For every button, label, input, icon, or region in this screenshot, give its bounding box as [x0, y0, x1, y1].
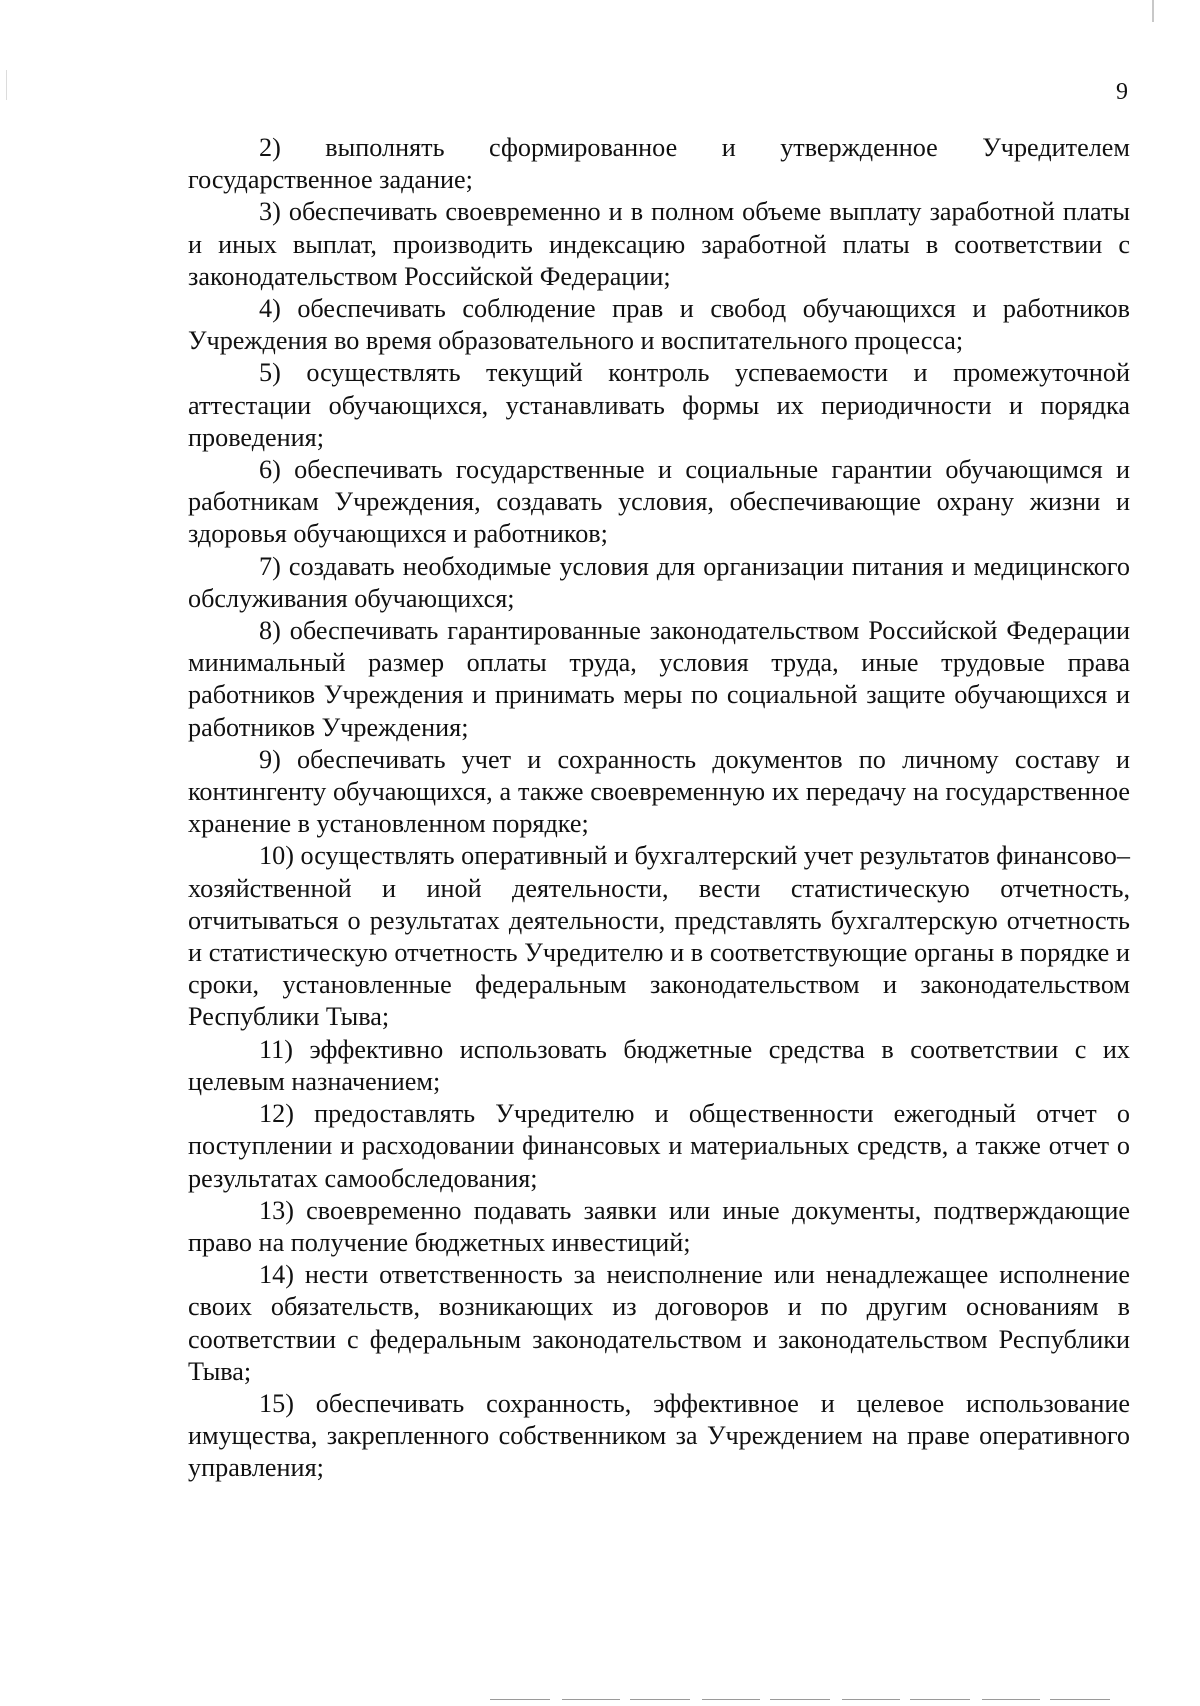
list-item: 5) осуществлять текущий контроль успеваемости и промежуточной аттестации обучающихся, устанавливать формы их периодичности и порядка проведения;	[188, 358, 1130, 452]
list-item: 8) обеспечивать гарантированные законодательством Российской Федерации минимальный размер оплаты труда, условия труда, иные трудовые права работников Учреждения и принимать меры по социальной защите обучающихся и работников Учреждения;	[188, 616, 1130, 742]
page-number: 9	[1116, 79, 1128, 105]
list-item: 3) обеспечивать своевременно и в полном объеме выплату заработной платы и иных выплат, производить индексацию заработной платы в соответствии с законодательством Российской Федерации;	[188, 197, 1130, 291]
scan-edge-mark	[490, 1699, 1110, 1700]
list-item: 10) осуществлять оперативный и бухгалтерский учет результатов финансово–хозяйственной и иной деятельности, вести статистическую отчетность, отчитываться о результатах деятельности, представлять бухгалтерскую отчетность и статистическую отчетность Учредителю и в соответствующие органы в порядке и сроки, установленные федеральным законодательством и законодательством Республики Тыва;	[188, 841, 1130, 1032]
document-body	[188, 132, 1130, 1485]
list-item: 4) обеспечивать соблюдение прав и свобод обучающихся и работников Учреждения во время образовательного и воспитательного процесса;	[188, 294, 1130, 356]
list-item: 13) своевременно подавать заявки или иные документы, подтверждающие право на получение бюджетных инвестиций;	[188, 1195, 1130, 1257]
list-item: 11) эффективно использовать бюджетные средства в соответствии с их целевым назначением;	[188, 1034, 1130, 1096]
list-item: 14) нести ответственность за неисполнение или ненадлежащее исполнение своих обязательств, возникающих из договоров и по другим основаниям в соответствии с федеральным законодательством и законодательством Республики Тыва;	[188, 1260, 1130, 1386]
list-item: 9) обеспечивать учет и сохранность документов по личному составу и контингенту обучающихся, а также своевременную их передачу на государственное хранение в установленном порядке;	[188, 744, 1130, 839]
scan-edge-mark	[6, 70, 7, 100]
scan-edge-mark	[1152, 0, 1154, 22]
list-item: 6) обеспечивать государственные и социальные гарантии обучающимся и работникам Учреждения, создавать условия, обеспечивающие охрану жизни и здоровья обучающихся и работников;	[188, 455, 1130, 549]
list-item: 12) предоставлять Учредителю и общественности ежегодный отчет о поступлении и расходовании финансовых и материальных средств, а также отчет о результатах самообследования;	[188, 1099, 1130, 1193]
list-item: 15) обеспечивать сохранность, эффективное и целевое использование имущества, закрепленного собственником за Учреждением на праве оперативного управления;	[188, 1388, 1130, 1483]
list-item: 2) выполнять сформированное и утвержденное Учредителем государственное задание;	[188, 133, 1130, 195]
list-item: 7) создавать необходимые условия для организации питания и медицинского обслуживания обучающихся;	[188, 551, 1130, 613]
